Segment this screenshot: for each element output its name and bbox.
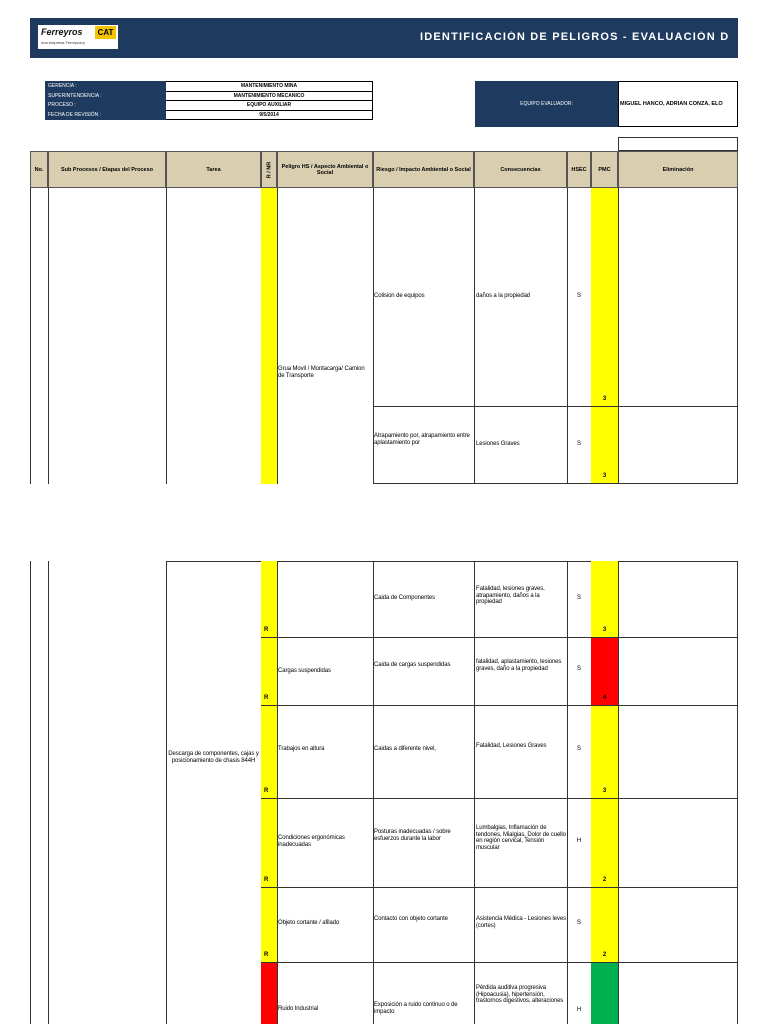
info-row — [46, 82, 373, 92]
pmc-value: 3 — [602, 788, 607, 794]
pmc-value: 2 — [602, 877, 607, 883]
column-header-risk: Riesgo / Impacto Ambiental o Social — [373, 151, 474, 188]
column-header-subprocess: Sub Procesos / Etapas del Proceso — [48, 151, 166, 188]
pmc-value: 3 — [602, 473, 607, 479]
hazard-text: Ruido Industrial — [278, 1006, 319, 1012]
info-value: MANTENIMIENTO MECANICO — [166, 91, 373, 101]
row-divider — [261, 705, 738, 706]
grid-line — [618, 188, 619, 484]
grid-line — [474, 561, 475, 1024]
consequence-text: Fatalidad, Lesiones Graves — [476, 743, 547, 749]
info-label: PROCESO : — [46, 101, 166, 111]
hsec-value: S — [577, 293, 581, 299]
risk-text: Caida de cargas suspendidas — [374, 662, 451, 668]
risk-flag-cell — [261, 188, 277, 484]
grid-line — [737, 188, 738, 484]
column-header-hazard: Peligro HS / Aspecto Ambiental o Social — [277, 151, 373, 188]
hsec-value: H — [576, 838, 582, 844]
evaluator-label: EQUIPO EVALUADOR: — [475, 81, 618, 127]
header-strip — [618, 137, 738, 151]
rnr-value: R — [264, 877, 269, 883]
column-header-elimination: Eliminación — [618, 151, 738, 188]
consequence-text: Lumbalgias, Inflamación de tendones, Mialgias, Dolor de cuello en región cervical, Tensión muscular — [476, 825, 566, 851]
info-label: FECHA DE REVISIÓN : — [46, 110, 166, 120]
hsec-value: S — [577, 920, 581, 926]
info-label: SUPERINTENDENCIA : — [46, 91, 166, 101]
logo-cat-badge: CAT — [95, 26, 116, 39]
info-row — [46, 91, 373, 101]
column-header-rnr-label: R / NR — [266, 161, 272, 178]
page-title: IDENTIFICACIÓN DE PELIGROS - EVALUACIÓN D — [420, 31, 730, 43]
risk-text: Caidas a diferente nivel, — [374, 746, 436, 752]
column-header-rnr — [261, 151, 277, 188]
grid-line — [737, 561, 738, 1024]
grid-line — [567, 188, 568, 484]
risk-text: Posturas inadecuadas / sobre esfuerzos durante la labor — [374, 829, 451, 842]
grid-line — [277, 561, 278, 1024]
risk-text: Exposición a ruido continuo o de impacto — [374, 1002, 458, 1015]
grid-line — [618, 561, 619, 1024]
consequence-text: Asistencia Médica - Lesiones leves (cortes) — [476, 916, 566, 929]
pmc-value: 4 — [602, 695, 607, 701]
logo-subtitle: una empresa Ferreycorp — [41, 40, 85, 45]
pmc-cell — [591, 705, 618, 962]
hsec-value: S — [577, 595, 581, 601]
rnr-value: R — [264, 788, 269, 794]
row-divider — [373, 483, 738, 484]
hazard-text: Cargas suspendidas — [278, 668, 331, 674]
risk-flag-cell — [261, 561, 277, 962]
rnr-value: R — [264, 952, 269, 958]
grid-line — [474, 188, 475, 484]
grid-line — [30, 188, 31, 484]
column-header-no: No. — [30, 151, 48, 188]
company-logo — [38, 25, 118, 49]
hsec-value: S — [577, 441, 581, 447]
grid-line — [166, 561, 167, 1024]
pmc-value: 3 — [602, 627, 607, 633]
grid-line — [166, 188, 167, 484]
info-value: 9/5/2014 — [166, 110, 373, 120]
hazard-text: Condiciones ergonómicas inadecuadas — [278, 835, 345, 848]
info-value: EQUIPO AUXILIAR — [166, 101, 373, 111]
risk-text: Contacto con objeto cortante — [374, 916, 448, 922]
info-row — [46, 110, 373, 120]
row-divider — [261, 637, 738, 638]
row-divider — [373, 406, 738, 407]
info-table — [45, 81, 373, 120]
consequence-text: fatalidad, aplastamiento, lesiones graves, daño a la propiedad — [476, 659, 562, 672]
consequence-text: Lesiones Graves — [476, 441, 520, 447]
hazard-text: Trabajos en altura — [278, 746, 325, 752]
column-header-hsec: HSEC — [567, 151, 591, 188]
hazard-text: Objeto cortante / afilado — [278, 920, 340, 926]
pmc-cell — [591, 962, 618, 1024]
info-row — [46, 101, 373, 111]
pmc-value: 3 — [602, 396, 607, 402]
column-header-task: Tarea — [166, 151, 261, 188]
grid-line — [373, 561, 374, 1024]
rnr-value: R — [264, 627, 269, 633]
grid-line — [567, 561, 568, 1024]
pmc-cell — [591, 188, 618, 484]
risk-text: Caida de Componentes — [374, 595, 436, 601]
pmc-value: 2 — [602, 952, 607, 958]
row-divider — [166, 561, 738, 562]
row-divider — [261, 887, 738, 888]
row-divider — [261, 798, 738, 799]
hsec-value: H — [576, 1007, 582, 1013]
grid-line — [48, 561, 49, 1024]
hazard-text: Grua Movil / Montacarga/ Camion de Transporte — [278, 366, 365, 379]
logo-text: Ferreyros — [41, 27, 83, 37]
consequence-text: Fatalidad, lesiones graves, atrapamiento, daños a la propiedad — [476, 586, 545, 605]
row-divider — [261, 962, 738, 963]
risk-flag-cell — [261, 962, 277, 1024]
task-text: Descarga de componentes, cajas y posicionamiento de chasis 844H — [168, 751, 259, 764]
rnr-value: R — [264, 695, 269, 701]
grid-line — [277, 188, 278, 484]
hsec-value: S — [577, 666, 581, 672]
consequence-text: Pérdida auditiva progresiva (Hipoacusia), hipertensión, trastornos digestivos, alteraciones — [476, 985, 564, 1004]
risk-text: Atrapamiento por, atrapamiento entre aplastamiento por — [374, 433, 470, 446]
column-header-consequences: Consecuencias — [474, 151, 567, 188]
grid-line — [30, 561, 31, 1024]
consequence-text: daños a la propiedad — [476, 293, 531, 299]
info-value: MANTENIMIENTO MINA — [166, 82, 373, 92]
grid-line — [48, 188, 49, 484]
column-header-pmc: PMC — [591, 151, 618, 188]
evaluator-value: MIGUEL HANCO, ADRIAN CONZA, ELO — [618, 81, 738, 127]
info-label: GERENCIA : — [46, 82, 166, 92]
risk-text: Colision de equipos — [374, 293, 425, 299]
hsec-value: S — [577, 746, 581, 752]
